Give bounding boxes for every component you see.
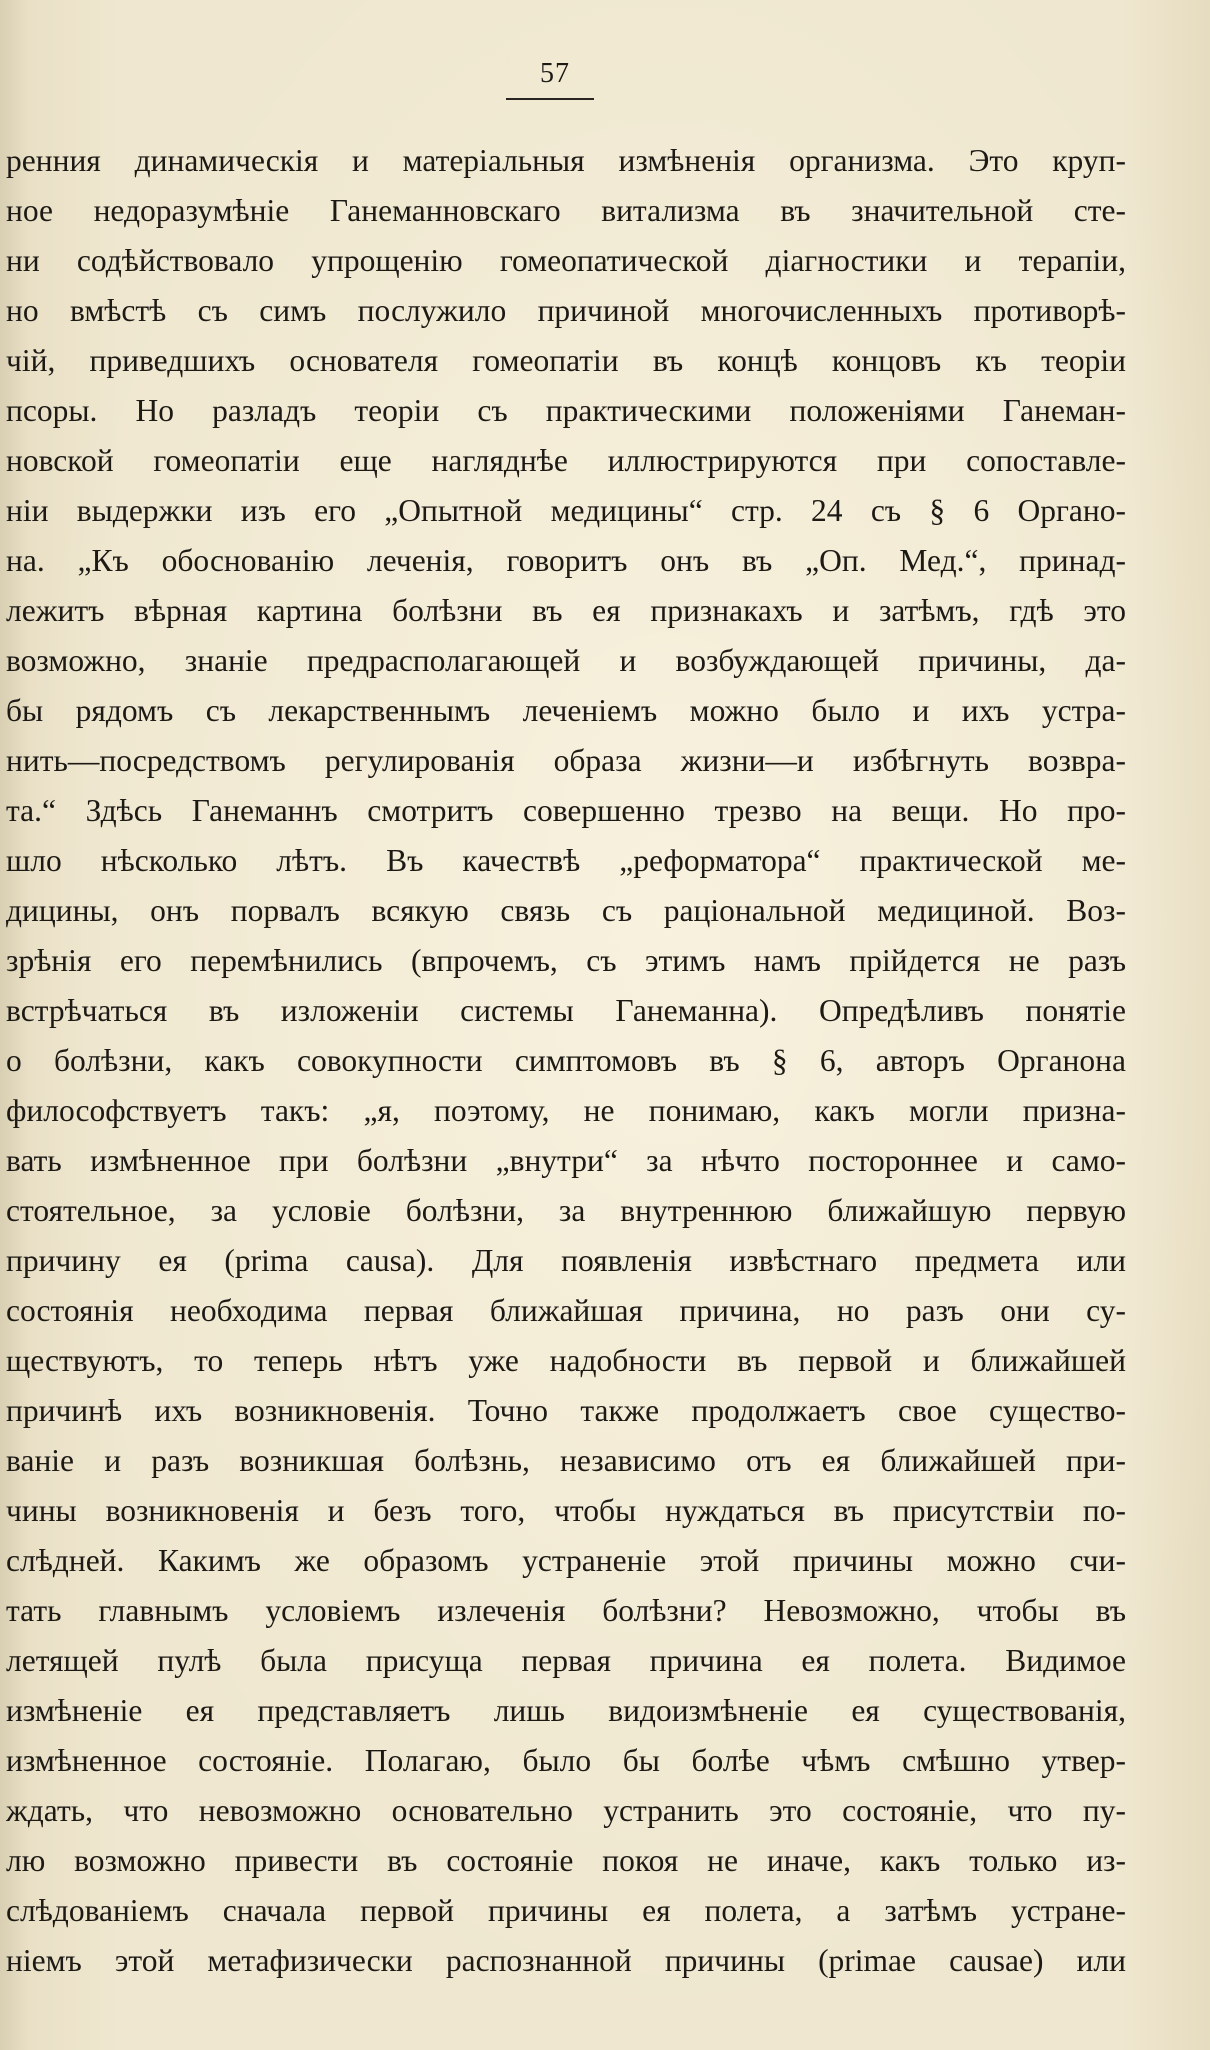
text-line: ждать, что невозможно основательно устранить это состояніе, что пу- — [6, 1793, 1126, 1828]
text-line: ни содѣйствовало упрощенію гомеопатической діагностики и терапіи, — [6, 243, 1126, 278]
text-line: шло нѣсколько лѣтъ. Въ качествѣ „реформатора“ практической ме- — [6, 843, 1126, 878]
text-line: состоянія необходима первая ближайшая причина, но разъ они су- — [6, 1293, 1126, 1328]
text-line: новской гомеопатіи еще нагляднѣе иллюстрируются при сопоставле- — [6, 443, 1126, 478]
text-line: причину ея (prima causa). Для появленія извѣстнаго предмета или — [6, 1243, 1126, 1278]
text-line: бы рядомъ съ лекарственнымъ леченіемъ можно было и ихъ устра- — [6, 693, 1126, 728]
text-line: о болѣзни, какъ совокупности симптомовъ въ § 6, авторъ Органона — [6, 1043, 1126, 1078]
text-line: вать измѣненное при болѣзни „внутри“ за нѣчто постороннее и само- — [6, 1143, 1126, 1178]
text-line: та.“ Здѣсь Ганеманнъ смотритъ совершенно трезво на вещи. Но про- — [6, 793, 1126, 828]
text-line: измѣненіе ея представляетъ лишь видоизмѣненіе ея существованія, — [6, 1693, 1126, 1728]
text-line: ваніе и разъ возникшая болѣзнь, независимо отъ ея ближайшей при- — [6, 1443, 1126, 1478]
text-line: слѣдованіемъ сначала первой причины ея полета, а затѣмъ устране- — [6, 1893, 1126, 1928]
body-text — [6, 136, 1126, 1986]
text-line: дицины, онъ порвалъ всякую связь съ раціональной медициной. Воз- — [6, 893, 1126, 928]
text-line: слѣдней. Какимъ же образомъ устраненіе этой причины можно счи- — [6, 1543, 1126, 1578]
text-line: ное недоразумѣніе Ганеманновскаго витализма въ значительной сте- — [6, 193, 1126, 228]
text-line: лежитъ вѣрная картина болѣзни въ ея признакахъ и затѣмъ, гдѣ это — [6, 593, 1126, 628]
text-line: встрѣчаться въ изложеніи системы Ганеманна). Опредѣливъ понятіе — [6, 993, 1126, 1028]
text-line: чій, приведшихъ основателя гомеопатіи въ концѣ концовъ къ теоріи — [6, 343, 1126, 378]
page-number-rule — [506, 98, 594, 100]
text-line: ществуютъ, то теперь нѣтъ уже надобности въ первой и ближайшей — [6, 1343, 1126, 1378]
text-line: измѣненное состояніе. Полагаю, было бы болѣе чѣмъ смѣшно утвер- — [6, 1743, 1126, 1778]
page-number: 57 — [540, 58, 570, 89]
text-line: нить—посредствомъ регулированія образа жизни—и избѣгнуть возвра- — [6, 743, 1126, 778]
text-line: ніи выдержки изъ его „Опытной медицины“ стр. 24 съ § 6 Органо- — [6, 493, 1126, 528]
text-line: причинѣ ихъ возникновенія. Точно также продолжаетъ свое существо- — [6, 1393, 1126, 1428]
text-line: но вмѣстѣ съ симъ послужило причиной многочисленныхъ противорѣ- — [6, 293, 1126, 328]
text-line: ренния динамическія и матеріальныя измѣненія организма. Это круп- — [6, 143, 1126, 178]
text-line: лю возможно привести въ состояніе покоя не иначе, какъ только из- — [6, 1843, 1126, 1878]
text-line: ніемъ этой метафизически распознанной причины (primae causae) или — [6, 1943, 1126, 1978]
text-line: псоры. Но разладъ теоріи съ практическими положеніями Ганеман- — [6, 393, 1126, 428]
text-line: тать главнымъ условіемъ излеченія болѣзни? Невозможно, чтобы въ — [6, 1593, 1126, 1628]
text-line: чины возникновенія и безъ того, чтобы нуждаться въ присутствіи по- — [6, 1493, 1126, 1528]
text-line: летящей пулѣ была присуща первая причина ея полета. Видимое — [6, 1643, 1126, 1678]
text-line: зрѣнія его перемѣнились (впрочемъ, съ этимъ намъ прійдется не разъ — [6, 943, 1126, 978]
text-line: философствуетъ такъ: „я, поэтому, не понимаю, какъ могли призна- — [6, 1093, 1126, 1128]
text-line: стоятельное, за условіе болѣзни, за внутреннюю ближайшую первую — [6, 1193, 1126, 1228]
text-line: на. „Къ обоснованію леченія, говоритъ онъ въ „Оп. Мед.“, принад- — [6, 543, 1126, 578]
text-line: возможно, знаніе предрасполагающей и возбуждающей причины, да- — [6, 643, 1126, 678]
